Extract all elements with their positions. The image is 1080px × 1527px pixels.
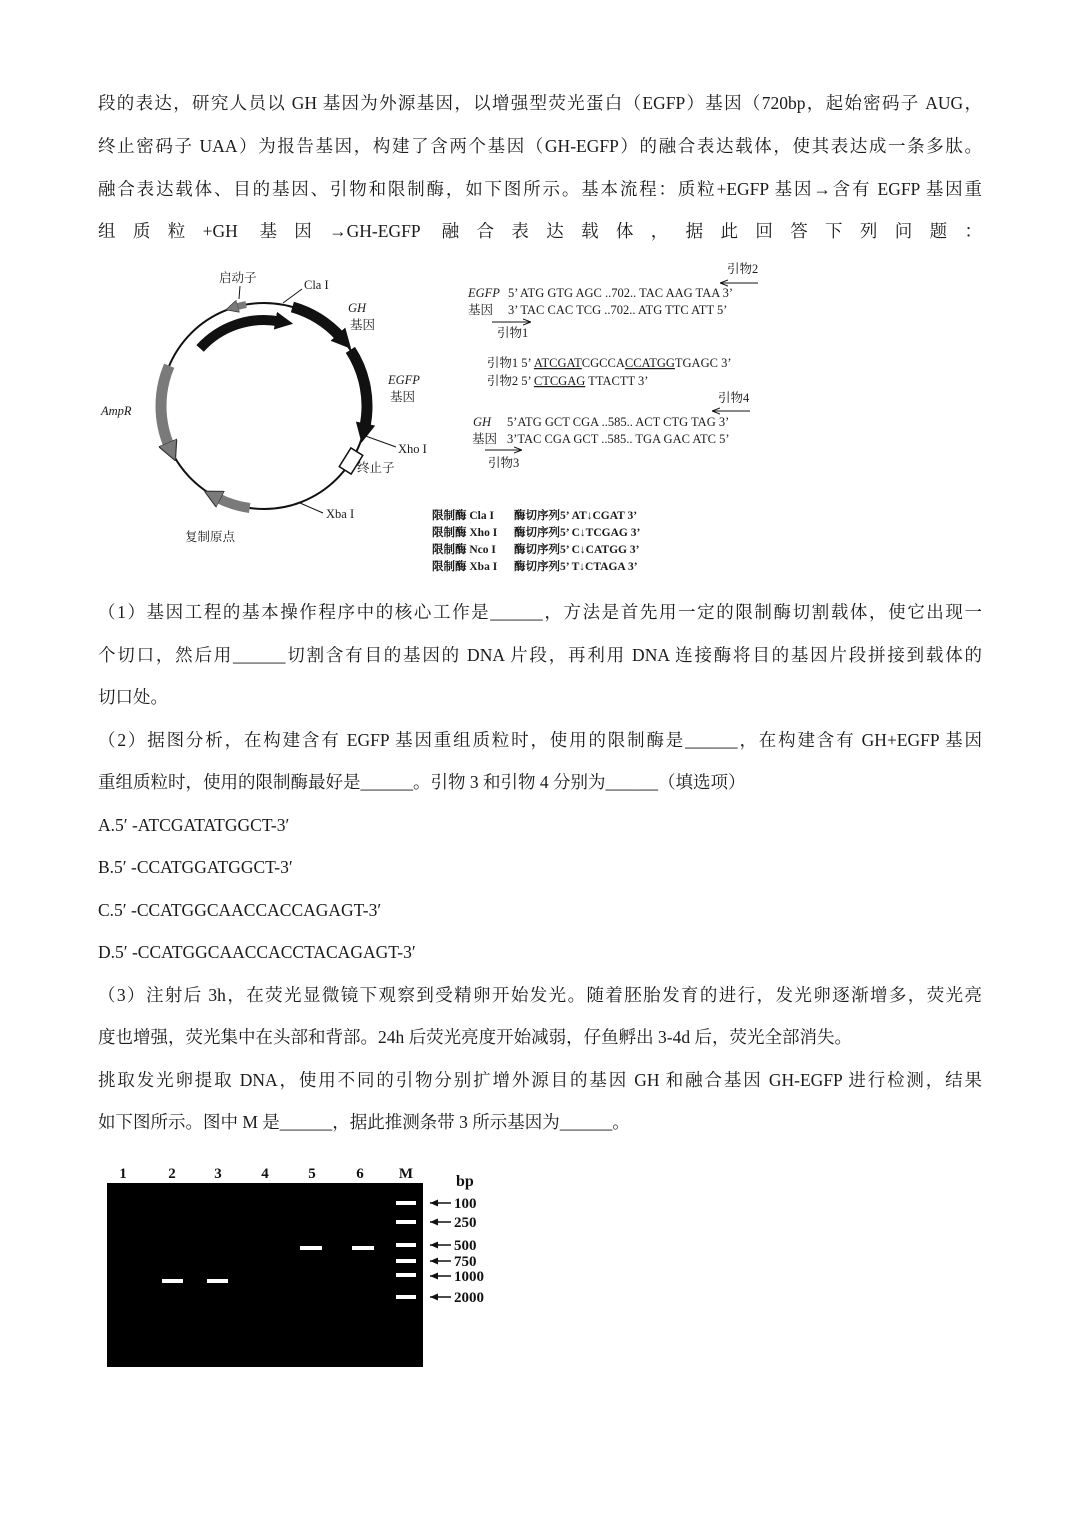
lane-label: 5	[308, 1166, 316, 1182]
option-a: A.5′ -ATCGATATGGCT-3′	[98, 815, 290, 835]
marker-size-label: 500	[454, 1238, 477, 1254]
lane-label: 2	[168, 1166, 176, 1182]
gh-gene-label: 基因	[350, 318, 376, 332]
question-1-line: 个切口，然后用______切割含有目的基因的 DNA 片段，再利用 DNA 连接酶将目的基因片段拼接到载体的	[98, 645, 982, 665]
enzyme-name: 限制酶 Cla I	[432, 510, 494, 522]
primer3-arrow-label: 引物3	[488, 456, 520, 470]
figure-gel-electrophoresis	[0, 1150, 520, 1380]
gel-background	[107, 1183, 423, 1367]
lane-label-marker: M	[398, 1166, 414, 1182]
cla-leader	[283, 289, 302, 303]
gh-seq-name: GH	[473, 415, 492, 429]
ampr-segment	[161, 366, 169, 447]
enzyme-name: 限制酶 Nco I	[432, 544, 496, 556]
inner-direction-arrow	[200, 320, 279, 348]
question-1-line: 切口处。	[98, 687, 168, 707]
gel-band-lane-6	[352, 1246, 374, 1250]
egfp-bottom-strand: 3’ TAC CAC TCG ..702.. ATG TTC ATT 5’	[508, 303, 728, 317]
marker-size-label: 100	[454, 1196, 477, 1212]
option-c: C.5′ -CCATGGCAACCACCAGAGT-3′	[98, 900, 382, 920]
option-b: B.5′ -CCATGGATGGCT-3′	[98, 857, 293, 877]
gel-band-lane-2	[162, 1279, 183, 1283]
intro-line: 终止密码子 UAA）为报告基因，构建了含两个基因（GH-EGFP）的融合表达载体，使其表达成一条多肽。	[98, 136, 982, 156]
marker-size-label: 750	[454, 1254, 477, 1270]
marker-size-label: 1000	[454, 1269, 484, 1285]
question-1-line: （1）基因工程的基本操作程序中的核心工作是______，方法是首先用一定的限制酶切割载体，使它出现一	[98, 602, 982, 622]
primer1-cla-site: ATCGAT	[533, 356, 582, 370]
gel-band-lane-5	[300, 1246, 322, 1250]
primer2-arrow-label: 引物2	[727, 262, 759, 276]
lane-label: 1	[119, 1166, 127, 1182]
primer1-end: 3’	[717, 356, 731, 370]
marker-size-label: 250	[454, 1215, 477, 1231]
figure-plasmid-and-sequences	[0, 250, 800, 590]
enzyme-name: 限制酶 Xba I	[432, 561, 498, 573]
primer1-part: TGAGC	[674, 356, 718, 370]
primer1-label: 引物1 5’	[486, 356, 534, 370]
egfp-seq-gene: 基因	[468, 303, 494, 317]
marker-band	[396, 1220, 416, 1224]
lane-label: 6	[356, 1166, 364, 1182]
question-3-line: 度也增强，荧光集中在头部和背部。24h 后荧光亮度开始减弱，仔鱼孵出 3-4d 后，荧光全部消失。	[98, 1027, 852, 1047]
gh-top-strand: 5’ATG GCT CGA ..585.. ACT CTG TAG 3’	[507, 415, 730, 429]
egfp-name-label: EGFP	[388, 373, 420, 387]
primer1-part: CGCCA	[581, 356, 625, 370]
question-3-line: 如下图所示。图中 M 是______，据此推测条带 3 所示基因为______。	[98, 1112, 630, 1132]
gh-seq-gene: 基因	[472, 432, 498, 446]
enzyme-site: 酶切序列5’ AT↓CGAT 3’	[514, 510, 638, 522]
primer1-nco-site: CCATGG	[624, 356, 675, 370]
question-2-line: （2）据图分析，在构建含有 EGFP 基因重组质粒时，使用的限制酶是______，在构建含有 GH+EGFP 基因	[98, 730, 982, 750]
marker-band	[396, 1243, 416, 1247]
intro-line: 组质粒+GH 基因→GH-EGFP 融合表达载体，据此回答下列问题：	[98, 221, 982, 241]
gh-bottom-strand: 3’TAC CGA GCT ..585.. TGA GAC ATC 5’	[507, 432, 730, 446]
gel-band-lane-3	[207, 1279, 228, 1283]
egfp-seq-name: EGFP	[468, 286, 500, 300]
gh-name-label: GH	[348, 301, 367, 315]
marker-band	[396, 1259, 416, 1263]
ori-segment	[217, 498, 249, 508]
terminator-label: 终止子	[357, 461, 395, 475]
intro-line: 融合表达载体、目的基因、引物和限制酶，如下图所示。基本流程：质粒+EGFP 基因→含有 EGFP 基因重	[98, 179, 982, 199]
intro-line: 段的表达，研究人员以 GH 基因为外源基因，以增强型荧光蛋白（EGFP）基因（720bp，起始密码子 AUG，	[98, 93, 982, 113]
xba-leader	[300, 503, 323, 513]
question-3-line: 挑取发光卵提取 DNA，使用不同的引物分别扩增外源目的基因 GH 和融合基因 GH-EGFP 进行检测，结果	[98, 1070, 982, 1090]
primer2-part: TTACTT 3’	[585, 374, 648, 388]
enzyme-site: 酶切序列5’ C↓CATGG 3’	[514, 544, 640, 556]
enzyme-name: 限制酶 Xho I	[432, 527, 498, 539]
lane-label: 3	[214, 1166, 222, 1182]
primer2-sequence	[465, 373, 663, 388]
promoter-arrow	[236, 305, 247, 307]
option-d: D.5′ -CCATGGCAACCACCTACAGAGT-3′	[98, 942, 416, 962]
enzyme-site: 酶切序列5’ T↓CTAGA 3’	[514, 561, 638, 573]
primer2-label: 引物2 5’	[486, 374, 534, 388]
promoter-leader	[239, 286, 240, 299]
cla-site-label: Cla I	[304, 278, 329, 292]
primer4-arrow-label: 引物4	[718, 391, 750, 405]
xho-leader	[360, 434, 396, 447]
marker-size-label: 2000	[454, 1290, 484, 1306]
primer1-arrow-label: 引物1	[497, 326, 529, 340]
xba-site-label: Xba I	[326, 507, 355, 521]
egfp-top-strand: 5’ ATG GTG AGC ..702.. TAC AAG TAA 3’	[508, 286, 734, 300]
gh-gene-segment	[292, 307, 340, 337]
lane-label: 4	[261, 1166, 269, 1182]
question-3-line: （3）注射后 3h，在荧光显微镜下观察到受精卵开始发光。随着胚胎发育的进行，发光卵逐渐增多，荧光亮	[98, 985, 982, 1005]
marker-band	[396, 1201, 416, 1205]
primer1-sequence	[465, 355, 746, 370]
ampr-label: AmpR	[101, 404, 132, 418]
ori-label: 复制原点	[185, 530, 236, 544]
primer2-xho-site: CTCGAG	[533, 374, 586, 388]
bp-unit-label: bp	[456, 1173, 474, 1190]
question-2-line: 重组质粒时，使用的限制酶最好是______。引物 3 和引物 4 分别为______（填选项）	[98, 772, 746, 792]
xho-site-label: Xho I	[398, 442, 427, 456]
enzyme-site: 酶切序列5’ C↓TCGAG 3’	[514, 527, 641, 539]
egfp-gene-label: 基因	[390, 390, 416, 404]
egfp-gene-segment	[350, 350, 367, 428]
promoter-label: 启动子	[219, 271, 257, 285]
marker-band	[396, 1273, 416, 1277]
marker-band	[396, 1295, 416, 1299]
